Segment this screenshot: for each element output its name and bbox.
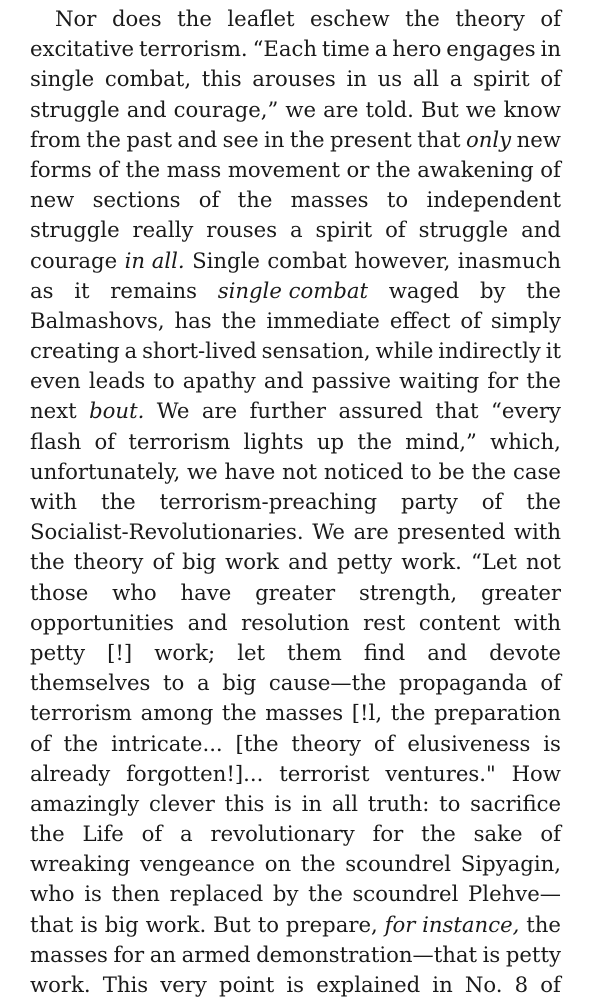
word: is [80,911,98,937]
word: sensation, [261,338,371,364]
word: we [285,96,317,122]
word: this [201,66,242,92]
word: does [111,6,162,31]
word: a [180,821,193,847]
text-line [30,638,561,668]
word: told. [365,96,414,122]
word: it [545,338,561,364]
word: the [237,187,273,213]
word [89,396,144,426]
text-line [30,940,561,970]
word: petty [30,639,86,665]
word: We [312,519,345,545]
text-line [30,668,561,698]
word: assured [338,398,423,424]
word: present [330,126,412,152]
word: leads [88,368,146,394]
word: creating [30,338,120,364]
word: vengeance [140,851,255,877]
text-line [30,155,561,185]
word: “Let [470,549,517,575]
word: unfortunately, [30,458,181,484]
word: with [30,489,78,514]
word: prepare, [285,911,378,937]
word: in [540,36,561,62]
word: work. [145,911,207,937]
word: are [323,96,359,122]
word: has [174,307,212,333]
word: while [375,338,434,364]
word: elusiveness [407,730,531,756]
word: greater [255,579,336,605]
word: is [482,941,501,967]
text-line [30,34,561,64]
emphasis: only [465,126,512,152]
word: not [526,549,561,575]
text-line [30,729,561,759]
word: a [289,217,303,243]
word: wreaking [30,851,131,877]
word: and [126,96,167,122]
word: terrorism [128,428,231,454]
word: awakening [417,156,534,182]
word: and [187,609,228,635]
text-line [30,336,561,366]
word: demonstration—that [256,941,478,967]
word: find [363,639,406,665]
word: “every [490,398,561,424]
word: know [503,96,561,122]
word: the [289,126,325,152]
word: terrorism. [138,36,248,62]
word: have [224,458,276,484]
word: the [30,821,65,847]
word [218,276,368,306]
word: all [412,66,439,92]
word: to [439,790,461,816]
word: a [196,670,210,696]
word: the [526,489,561,514]
word: mass [166,156,222,182]
word: work [225,549,280,575]
text-line [30,396,561,426]
word: and [263,368,304,394]
word: presented [397,519,506,545]
word: terrorism [30,700,132,726]
word: Plehve— [468,881,561,907]
word: already [30,760,111,786]
word: preparation [434,700,561,726]
word: for [113,941,145,967]
text-line [30,276,561,306]
word: in [301,790,323,816]
word: point [219,972,275,997]
word: simply [490,307,561,333]
word: Life [82,821,124,847]
word: to [386,187,409,213]
word: is [84,881,102,907]
word: of [540,66,561,92]
word: 8 [514,972,529,997]
word: next [30,398,77,424]
word: the [471,458,507,484]
word: in [432,972,453,997]
word: have [180,579,232,605]
word: and [288,549,328,575]
word: are [353,519,389,545]
word: arouses [252,66,336,92]
word: terrorism-preaching [159,489,378,514]
word: however, [354,247,451,273]
word: we [187,458,218,484]
word: the [221,700,257,726]
word: the [125,156,161,182]
word: is [286,972,305,997]
word: of [30,730,51,756]
text-line [30,246,561,276]
word: remains [110,277,197,303]
word: passive [311,368,392,394]
word: to [410,458,432,484]
text-line [30,819,561,849]
text-line [30,185,561,215]
text-line [30,517,561,547]
word: are [201,398,238,424]
text-line [30,64,561,94]
word: We [156,398,190,424]
document-page [30,4,561,1000]
word: terrorist [279,760,370,786]
text-line [30,487,561,517]
word: that [435,398,479,424]
word: the [300,851,336,877]
word: of [373,730,395,756]
word: This [102,972,149,997]
word: struggle [30,217,120,243]
word: new [516,126,561,152]
word: combat, [104,66,192,92]
word: of [540,6,561,31]
word: this [224,790,265,816]
text-line [30,215,561,245]
word: of [385,217,406,243]
word: a [374,36,388,62]
word: eschew [310,6,390,31]
word: indirectly [438,338,541,364]
word: struggle [418,217,509,243]
word: waiting [399,368,480,394]
word: rouses [206,217,278,243]
word: independent [426,187,561,213]
word: [!l, [351,700,383,726]
word: all [331,790,358,816]
text-line [30,427,561,457]
word: Sipyagin, [460,851,561,877]
word: a [449,66,463,92]
word: up [316,428,345,454]
word: past [126,126,172,152]
word: movement [227,156,340,182]
word: Single [192,247,260,273]
text-line [30,366,561,396]
word: struggle [30,96,120,122]
word: of [198,187,220,213]
word: for [372,821,404,847]
word: inasmuch [457,247,561,273]
word: of [540,821,561,847]
word: the [221,307,257,333]
word: of [94,428,116,454]
word: case [512,458,561,484]
word [466,125,511,155]
word: petty [337,549,393,575]
word [125,246,185,276]
word: the [421,821,456,847]
text-line [30,698,561,728]
word: that [30,911,74,937]
word: really [132,217,194,243]
word: work. [401,549,462,575]
word: short-lived [142,338,257,364]
word: the [376,156,411,182]
word: or [346,156,370,182]
word: in [264,126,285,152]
word: of [141,821,163,847]
word: the [390,700,426,726]
word: sake [473,821,523,847]
text-line [30,879,561,909]
word: sacrifice [470,790,561,816]
word: forms [30,156,92,182]
word: us [377,66,403,92]
text-line [30,608,561,638]
word: combat [267,247,347,273]
text-line [30,306,561,336]
word: is [274,790,292,816]
word: new [30,187,75,213]
text-line [30,95,561,125]
word: opportunities [30,609,175,635]
word: scoundrel [345,851,452,877]
word: waged [388,277,460,303]
word: further [249,398,327,424]
word: spirit [315,217,373,243]
word: intricate... [111,730,223,756]
word: theory [291,730,361,756]
word: [the [235,730,279,756]
word: armed [181,941,251,967]
word: leaflet [227,6,295,31]
word: noticed [323,458,404,484]
word: masses [265,700,344,726]
word: No. [464,972,503,997]
word: strength, [358,579,458,605]
word: see [222,126,259,152]
word: But [213,911,251,937]
word: to [163,670,185,696]
word: amazingly [30,790,140,816]
word: the [526,277,561,303]
word: those [30,579,89,605]
word: truth: [367,790,430,816]
word: work; [154,639,216,665]
word: masses [290,187,369,213]
word: and [177,126,218,152]
word: as [30,277,54,303]
word: with [513,519,561,545]
word: that [417,126,461,152]
word: replaced [169,881,264,907]
word: of [98,156,119,182]
word: themselves [30,670,151,696]
word: time [321,36,370,62]
word: engages [446,36,536,62]
word: on [264,851,292,877]
text-line [30,4,561,34]
word: by [479,277,506,303]
word: who [112,579,157,605]
word: revolutionary [210,821,355,847]
word: courage,” [173,96,279,122]
word: theory [455,6,525,31]
word: of [540,670,561,696]
word: the [101,489,136,514]
word: effect [389,307,451,333]
word: How [511,760,561,786]
word: not [282,458,318,484]
word: courage [30,247,118,273]
word: clever [149,790,215,816]
text-line [30,789,561,819]
word: to [153,368,175,394]
word: the [526,911,561,937]
word: who [30,881,75,907]
word: explained [316,972,421,997]
word: the [526,368,561,394]
word: content [418,609,501,635]
text-line [30,849,561,879]
word: let [237,639,266,665]
word: we [465,96,497,122]
word: the [357,428,393,454]
word: single [30,66,95,92]
word: greater [480,579,561,605]
word: forgotten!]... [126,760,264,786]
word: mind,” [405,428,477,454]
word: of [481,489,503,514]
word: ventures." [385,760,496,786]
word: spirit [473,66,530,92]
word: even [30,368,81,394]
text-line [30,125,561,155]
word: of [460,307,481,333]
word: of [152,549,174,575]
word: party [401,489,458,514]
word: Balmashovs, [30,307,165,333]
word: which, [490,428,561,454]
word: hero [392,36,442,62]
emphasis: bout. [89,398,145,424]
word: it [74,277,90,303]
emphasis: for instance, [384,911,520,937]
word: work. [30,972,91,997]
word: the [30,549,65,575]
word: the [63,730,99,756]
word: flash [30,428,82,454]
word: the [177,6,212,31]
word: is [543,730,561,756]
emphasis: in all. [124,247,185,273]
word: theory [73,549,144,575]
word: big [104,911,139,937]
text-line [30,457,561,487]
word: then [111,881,160,907]
word: lights [243,428,304,454]
text-line [30,910,561,940]
word: propaganda [399,670,528,696]
word: to [257,911,280,937]
word: the [405,6,440,31]
word: the [308,881,343,907]
word: big [222,670,257,696]
word: in [346,66,367,92]
text-line [30,547,561,577]
word: Socialist-Revolutionaries. [30,519,304,545]
word: be [438,458,465,484]
word: devote [489,639,561,665]
word: very [160,972,207,997]
word: resolution [241,609,350,635]
word: [!] [107,639,133,665]
word: by [272,881,299,907]
text-line [30,759,561,789]
word: with [513,609,561,635]
word: sections [92,187,181,213]
word: But [420,96,459,122]
word: of [540,156,561,182]
word: the [86,126,121,152]
word: a [124,338,138,364]
word: masses [30,941,108,967]
word: cause—the [268,670,387,696]
word: among [140,700,214,726]
word: petty [505,941,561,967]
word: apathy [182,368,256,394]
word: immediate [266,307,380,333]
word: scoundrel [352,881,459,907]
word: rest [363,609,406,635]
word: them [287,639,342,665]
word [385,910,520,940]
emphasis: single combat [217,277,369,303]
word: “Each [252,36,318,62]
word: an [149,941,177,967]
word: and [427,639,468,665]
text-line [30,578,561,608]
word: excitative [30,36,135,62]
word: big [182,549,217,575]
word: of [540,972,561,997]
text-line [30,970,561,1000]
word: and [521,217,561,243]
word: for [487,368,519,394]
word: Nor [55,6,97,31]
word: from [30,126,81,152]
